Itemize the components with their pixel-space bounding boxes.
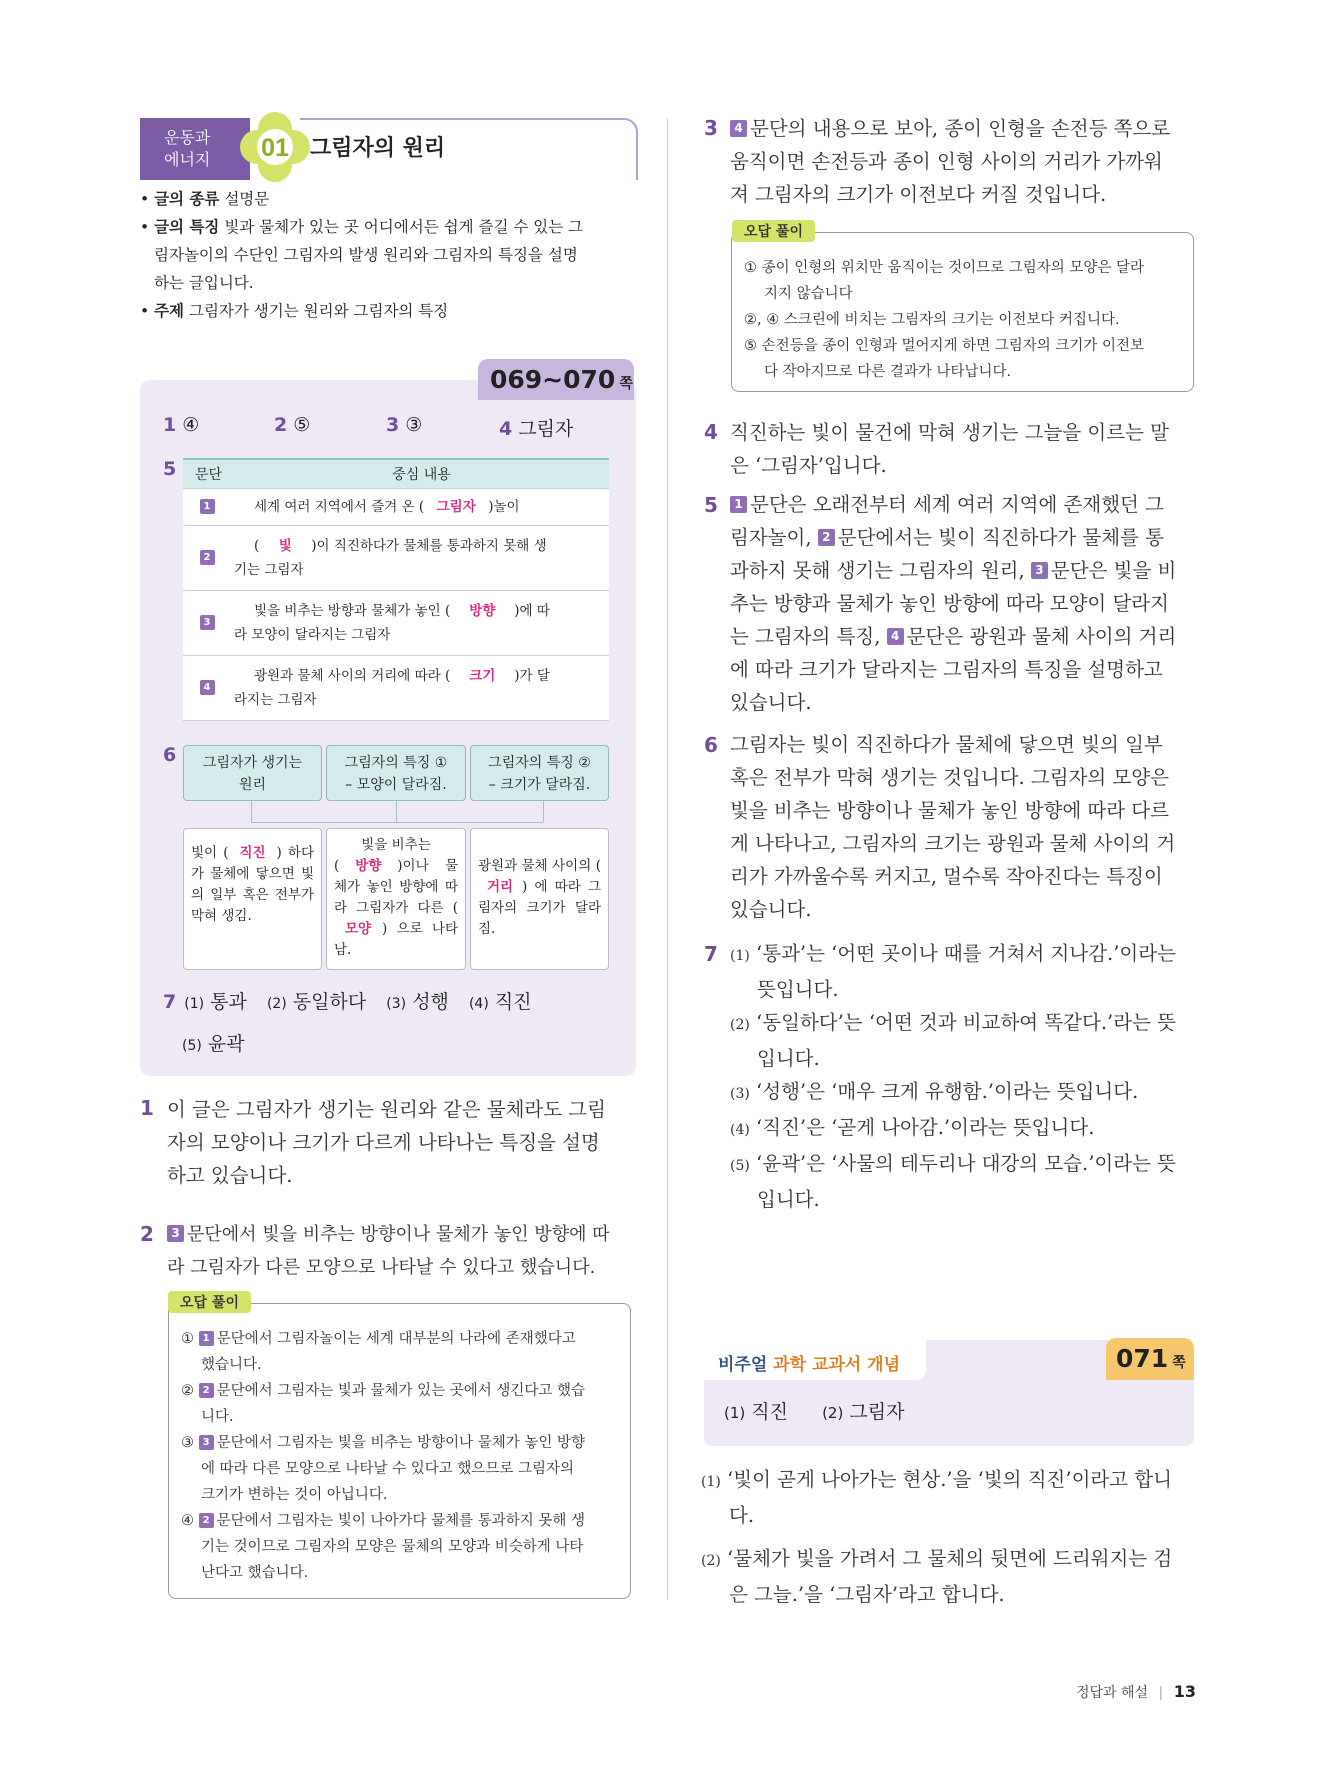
detail-text: 으로 나타남. [334,921,458,958]
feature-label: 글의 특징 [154,218,220,236]
footer: 정답과 해설 | 13 [1076,1682,1196,1701]
answer-num: 1 [163,414,177,436]
item-num: (5) [730,1158,750,1174]
text-line: 지지 않습니다 [764,286,853,302]
answer-value: 그림자 [518,418,574,440]
row-text: )놀이 [488,498,520,515]
row-text: 세계 여러 지역에서 즐겨 온 ( [254,498,425,515]
q7-item-value: 통과 [210,991,247,1013]
item-num: (2) [730,1017,750,1033]
visual-title-b: 과학 교과서 개념 [773,1355,900,1375]
summary-table [183,458,609,721]
text-line: ‘동일하다’는 ‘어떤 것과 비교하여 똑같다.’라는 뜻 [756,1011,1176,1034]
table-row [183,488,609,525]
table-header-row [183,459,609,488]
row-text: )에 따 [514,602,550,619]
error-explanation-box-left [168,1303,631,1599]
q7-number: 7 [163,991,177,1013]
exp3-text [730,112,1200,211]
error-explanation-box-right [731,232,1194,392]
feature-line3: 하는 글입니다. [154,274,254,292]
answer-4 [499,414,573,441]
connector-line [251,822,543,823]
error-item [181,1430,620,1456]
text-line: 문단에서 그림자는 빛이 나아가다 물체를 통과하지 못해 생 [216,1513,586,1529]
text-line: 기는 것이므로 그림자의 모양은 물체의 모양과 비슷하게 나타 [201,1539,584,1555]
q7-item-num: (4) [468,996,489,1012]
text-line: 라 그림자가 다른 모양으로 나타날 수 있다고 했습니다. [167,1257,596,1278]
column-divider [667,118,668,1600]
visual-answer: 직진 [751,1401,789,1423]
error-tag-right: 오답 풀이 [732,220,815,242]
text-line: ‘윤곽’은 ‘사물의 테두리나 대강의 모습.’이라는 뜻 [756,1152,1176,1175]
exp6-number: 6 [704,733,718,757]
feature-line1: 빛과 물체가 있는 곳 어디에서든 쉽게 즐길 수 있는 그 [224,218,584,236]
page-number: 13 [1173,1682,1196,1701]
visual-page: 071 [1116,1344,1169,1373]
table-row [183,590,609,655]
text-line: 문단의 내용으로 보아, 종이 인형을 손전등 쪽으로 [750,117,1171,140]
fill-answer: 직진 [239,845,266,861]
text-line: 그림자는 빛이 직진하다가 물체에 닿으면 빛의 일부 [730,733,1163,756]
paragraph-badge: 2 [818,529,835,546]
topic-value: 그림자가 생기는 원리와 그림자의 특징 [188,302,449,320]
visual-explanation [701,1463,1199,1611]
answer-3 [386,414,422,436]
text-line: 자의 모양이나 크기가 다르게 나타나는 특징을 설명 [167,1131,600,1154]
text-line: 추는 방향과 물체가 놓인 방향에 따라 모양이 달라지 [730,592,1169,615]
answer-num: 2 [274,414,288,436]
exp5-text [730,488,1200,719]
text-line: ‘물체가 빛을 가려서 그 물체의 뒷면에 드리워지는 검 [727,1547,1173,1570]
diagram-detail-size [470,828,609,970]
q7-item-value: 동일하다 [292,991,367,1013]
exp1-text [167,1093,637,1192]
exp4-text [730,416,1200,482]
text-line: 움직이면 손전등과 종이 인형 사이의 거리가 가까워 [730,150,1163,173]
text-line: 문단은 광원과 물체 사이의 거리 [906,625,1177,648]
row-text: 광원과 물체 사이의 거리에 따라 ( [254,667,451,684]
paragraph-badge: 3 [199,1435,214,1450]
connector-line [543,801,544,822]
item-mark: ④ [181,1513,194,1529]
q7-item-value: 직진 [494,991,532,1013]
kind-label: 글의 종류 [154,190,220,208]
detail-text: 광원과 물체 사이의 ( [478,858,601,874]
text-line: 은 그늘.’을 ‘그림자’라고 합니다. [729,1583,1005,1606]
detail-text: )이나 물체가 놓인 방향에 따라 그림자가 다른 ( [334,858,458,916]
error-tag-left: 오답 풀이 [168,1291,251,1313]
table-row [183,655,609,720]
diagram-category-principle [183,745,322,801]
text-line: 이 글은 그림자가 생기는 원리와 같은 물체라도 그림 [167,1098,606,1121]
fill-answer: 빛 [278,537,292,554]
answer-value: ④ [182,414,200,436]
text-line: 크기가 변하는 것이 아닙니다. [201,1487,388,1503]
q6-number: 6 [163,744,177,766]
connector-line [251,801,252,822]
text-line: 빛을 비추는 방향이나 물체가 놓인 방향에 따라 다르 [730,799,1169,822]
fill-answer: 거리 [486,879,514,895]
visual-answer: 그림자 [849,1401,905,1423]
visual-page-unit: 쪽 [1172,1355,1186,1371]
text-line: ‘성행’은 ‘매우 크게 유행함.’이라는 뜻입니다. [756,1080,1139,1103]
exp7-text [730,937,1200,1216]
text-line: 에 따라 다른 모양으로 나타날 수 있다고 했으므로 그림자의 [201,1461,575,1477]
text-line: 문단은 빛을 비 [1050,559,1177,582]
paragraph-badge: 3 [167,1225,184,1242]
page-unit: 쪽 [619,376,633,392]
category-line1: 그림자가 생기는 [202,755,303,771]
visual-title [718,1350,900,1375]
text-line: 직진하는 빛이 물건에 막혀 생기는 그늘을 이르는 말 [730,421,1169,444]
text-line: 했습니다. [201,1357,262,1373]
text-line: 입니다. [757,1047,820,1070]
row-text: )가 달 [514,667,550,684]
exp4-number: 4 [704,420,718,444]
connector-line [396,801,397,822]
fill-answer: 모양 [344,921,372,937]
category-line2: 원리 [238,777,267,793]
item-num: (1) [724,1404,746,1422]
item-num: (3) [730,1086,750,1102]
text-line: ‘빛이 곧게 나아가는 현상.’을 ‘빛의 직진’이라고 합니 [727,1468,1172,1491]
col-header-content: 중심 내용 [234,459,609,488]
q7-answers [163,987,532,1014]
diagram-category-shape [326,745,466,801]
paragraph-badge: 1 [200,499,215,514]
paragraph-badge: 4 [730,120,747,137]
unit-number: 01 [261,134,289,162]
visual-answers [724,1397,904,1424]
category-line2: – 크기가 달라짐. [488,777,591,793]
paragraph-badge: 2 [200,550,215,565]
detail-text: ( [334,858,340,874]
row-text: )이 직진하다가 물체를 통과하지 못해 생 [311,537,547,554]
page-badge [478,359,634,400]
text-line: 는 그림자의 특징, [730,625,881,648]
detail-text: 에 따라 그림자의 크기가 달라짐. [478,879,601,937]
exp2-text [167,1218,637,1284]
paragraph-badge: 3 [1031,562,1048,579]
paragraph-badge: 2 [199,1513,214,1528]
paragraph-badge: 1 [199,1331,214,1346]
q7-item-num: (5) [182,1038,202,1054]
item-num: (4) [730,1122,750,1138]
exp6-text [730,728,1200,926]
text-line: 문단에서는 빛이 직진하다가 물체를 통 [837,526,1164,549]
text-line: 다 작아지므로 다른 결과가 나타납니다. [764,364,1012,380]
text-line: 림자놀이, [730,526,812,549]
page-range: 069~070 [490,365,616,394]
text-line: 있습니다. [730,898,812,921]
col-header-paragraph: 문단 [183,459,234,488]
paragraph-badge: 4 [887,628,904,645]
category-line1: 그림자의 특징 ② [488,755,591,771]
footer-label: 정답과 해설 [1076,1685,1149,1701]
text-line: 져 그림자의 크기가 이전보다 커질 것입니다. [730,183,1107,206]
answer-2 [274,414,310,436]
answer-value: ⑤ [293,414,311,436]
category-line1: 그림자의 특징 ① [344,755,448,771]
q7-item-value: 윤곽 [207,1033,245,1055]
text-line: 하고 있습니다. [167,1164,293,1187]
text-line: 문단에서 그림자는 빛을 비추는 방향이나 물체가 놓인 방향 [216,1435,586,1451]
q7-item-num: (1) [184,996,205,1012]
fill-answer: 크기 [469,667,496,684]
overview-topic: • 주제 그림자가 생기는 원리와 그림자의 특징 [140,302,449,320]
text-line: 다. [729,1504,755,1527]
error-item [181,1378,620,1404]
diagram-category-size [470,745,609,801]
exp7-number: 7 [704,942,718,966]
item-num: (2) [701,1553,721,1569]
row-text-line2: 라 모양이 달라지는 그림자 [234,626,391,643]
overview-kind: • 글의 종류 설명문 [140,190,270,208]
answer-num: 4 [499,418,513,440]
text-line: 문단은 오래전부터 세계 여러 지역에 존재했던 그 [750,493,1164,516]
paragraph-badge: 4 [200,680,215,695]
feature-line2: 림자놀이의 수단인 그림자의 발생 원리와 그림자의 특징을 설명 [154,246,578,264]
row-text-line2: 기는 그림자 [234,561,304,578]
text-line: 혹은 전부가 막혀 생기는 것입니다. 그림자의 모양은 [730,766,1169,789]
text-line: 문단에서 그림자놀이는 세계 대부분의 나라에 존재했다고 [216,1331,576,1347]
item-mark: ② [181,1383,194,1399]
detail-text: ) [276,845,282,861]
text-line: 난다고 했습니다. [201,1565,309,1581]
detail-text: 빛이 ( [191,845,229,861]
error-item [181,1508,620,1534]
text-line: 니다. [201,1409,234,1425]
answer-1 [163,414,199,436]
detail-text: ) [522,879,528,895]
text-line: 뜻입니다. [757,978,839,1001]
paragraph-badge: 1 [730,496,747,513]
text-line: 문단에서 그림자는 빛과 물체가 있는 곳에서 생긴다고 했습 [216,1383,586,1399]
detail-text: 빛을 비추는 [361,837,431,853]
q7-item-value: 성행 [412,991,449,1013]
item-mark: ① [181,1331,194,1347]
text-line: ① 종이 인형의 위치만 움직이는 것이므로 그림자의 모양은 달라 [744,260,1145,276]
text-line: 입니다. [757,1188,820,1211]
row-text: ( [254,537,260,554]
paragraph-badge: 2 [199,1383,214,1398]
text-line: 있습니다. [730,691,812,714]
row-text: 빛을 비추는 방향과 물체가 놓인 ( [254,602,451,619]
answer-value: ③ [405,414,423,436]
overview-feature: • 글의 특징 빛과 물체가 있는 곳 어디에서든 쉽게 즐길 수 있는 그 [140,218,584,236]
error-item [181,1326,620,1352]
item-num: (1) [730,948,750,964]
text-line: ‘직진’은 ‘곧게 나아감.’이라는 뜻입니다. [756,1116,1095,1139]
text-line: ‘통과’는 ‘어떤 곳이나 때를 거쳐서 지나감.’이라는 [756,942,1176,965]
q5-number: 5 [163,458,177,480]
page-title: 그림자의 원리 [310,136,446,161]
unit-tab [140,118,250,180]
answer-num: 3 [386,414,400,436]
kind-value: 설명문 [224,190,270,208]
text-line: ②, ④ 스크린에 비치는 그림자의 크기는 이전보다 커집니다. [744,312,1120,328]
q7-item-num: (3) [386,996,407,1012]
visual-title-a: 비주얼 [718,1355,768,1375]
unit-line1: 운동과 [164,128,211,147]
item-num: (2) [822,1404,844,1422]
diagram-detail-principle [183,828,322,970]
fill-answer: 방향 [469,602,496,619]
topic-label: 주제 [154,302,185,320]
exp2-number: 2 [140,1222,154,1246]
row-text-line2: 라지는 그림자 [234,691,317,708]
q7-answers-line2 [182,1029,245,1056]
table-row [183,525,609,590]
flower-icon [240,112,310,182]
item-mark: ③ [181,1435,194,1451]
text-line: 에 따라 크기가 달라지는 그림자의 특징을 설명하고 [730,658,1163,681]
text-line: ⑤ 손전등을 종이 인형과 멀어지게 하면 그림자의 크기가 이전보 [744,338,1145,354]
fill-answer: 그림자 [436,498,476,515]
paragraph-badge: 3 [200,615,215,630]
text-line: 리가 가까울수록 커지고, 멀수록 작아진다는 특징이 [730,865,1163,888]
detail-text: ) [382,921,388,937]
q7-item-num: (2) [266,996,287,1012]
diagram-detail-shape [326,828,466,970]
detail-text: 하다가 물체에 닿으면 빛의 일부 혹은 전부가 막혀 생김. [191,845,314,924]
exp5-number: 5 [704,493,718,517]
category-line2: – 모양이 달라짐. [345,777,447,793]
exp1-number: 1 [140,1096,154,1120]
unit-line2: 에너지 [164,150,211,169]
visual-page-badge [1106,1338,1194,1380]
item-num: (1) [701,1474,721,1490]
text-line: 게 나타나고, 그림자의 크기는 광원과 물체 사이의 거 [730,832,1176,855]
fill-answer: 방향 [355,858,382,874]
text-line: 과하지 못해 생기는 그림자의 원리, [730,559,1025,582]
text-line: 은 ‘그림자’입니다. [730,454,887,477]
text-line: 문단에서 빛을 비추는 방향이나 물체가 놓인 방향에 따 [187,1224,610,1245]
exp3-number: 3 [704,116,718,140]
